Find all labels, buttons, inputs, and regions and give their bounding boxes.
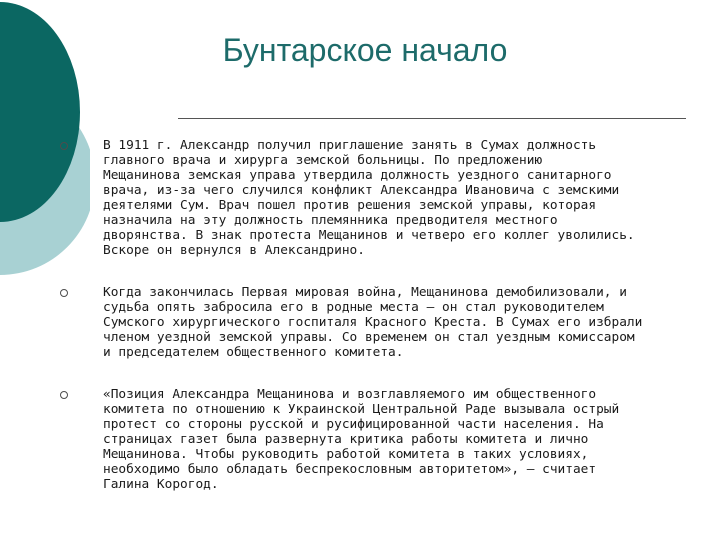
bullet-item (60, 285, 700, 360)
bullet-list (60, 138, 700, 519)
bullet-text: «Позиция Александра Мещанинова и возглавляемого им общественного комитета по отношению к Украинской Центральной Раде вызывала острый протест со стороны русской и русифицированной части населения. На страницах газет была развернута критика работы комитета и лично Мещанинова. Чтобы руководить работой комитета в таких условиях, необходимо было обладать беспрекословным авторитетом», — считает Галина Корогод. (103, 387, 620, 492)
hollow-circle-icon (60, 289, 68, 297)
hollow-circle-icon (60, 142, 68, 150)
bullet-text: В 1911 г. Александр получил приглашение занять в Сумах должность главного врача и хирурга земской больницы. По предложению Мещанинова земская управа утвердила должность уездного санитарного врача, из-за чего случился конфликт Александра Ивановича с земскими деятелями Сум. Врач пошел против решения земской управы, которая назначила на эту должность племянника предводителя местного дворянства. В знак протеста Мещанинов и четверо его коллег уволились. Вскоре он вернулся в Александрино. (103, 138, 635, 258)
hollow-circle-icon (60, 391, 68, 399)
slide-title: Бунтарское начало (222, 32, 508, 68)
title-divider (178, 118, 686, 119)
bullet-text: Когда закончилась Первая мировая война, Мещанинова демобилизовали, и судьба опять забросила его в родные места — он стал руководителем Сумского хирургического госпиталя Красного Креста. В Сумах его избрали членом уездной земской управы. Со временем он стал уездным комиссаром и председателем общественного комитета. (103, 285, 643, 360)
bullet-item (60, 138, 700, 258)
bullet-item (60, 387, 700, 492)
